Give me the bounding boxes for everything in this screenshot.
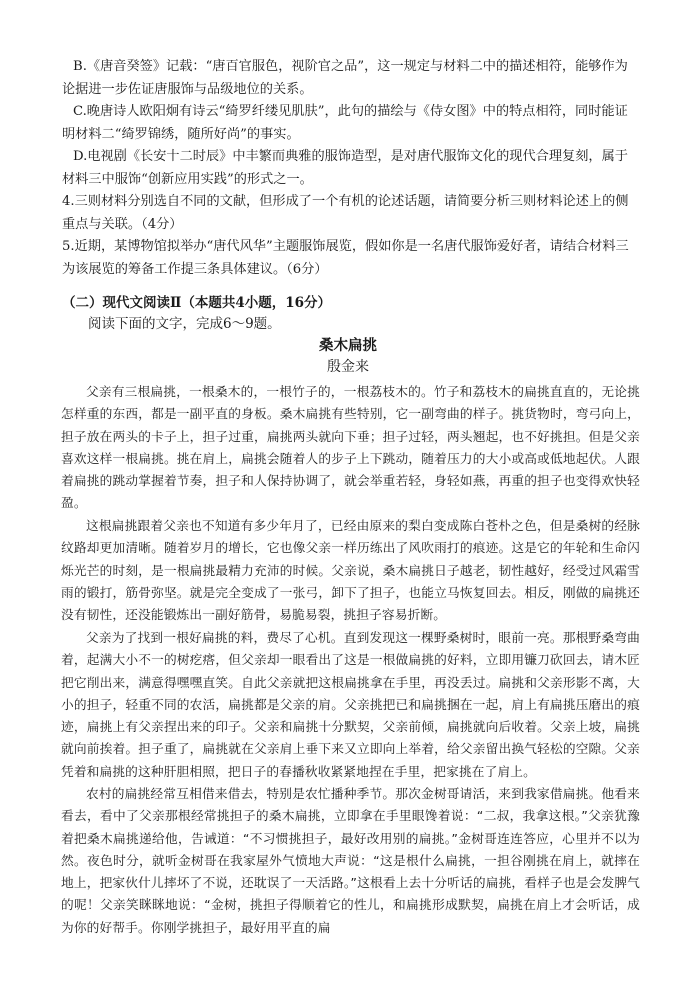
article-paragraph-1: 父亲有三根扁挑，一根桑木的，一根竹子的，一根荔枝木的。竹子和荔枝木的扁挑直直的，无论挑怎样重的东西，都是一副平直的身板。桑木扁挑有些特别，它一副弯曲的样子。挑货物时，弯弓向上，担子放在两头的卡子上，担子过重，扁挑两头就向下垂；担子过轻，两头翘起，也不好挑担。但是父亲喜欢这样一根扁挑。挑在肩上，扁挑会随着人的步子上下跳动，随着压力的大小或高或低地起伏。人跟着扁挑的跳动掌握着节奏，担子和人保持协调了，就会举重若轻，身轻如燕，再重的担子也变得欢快轻盈。 bbox=[61, 384, 640, 511]
option-b: B.《唐音癸签》记载：“唐百官服色，视阶官之品”，这一规定与材料二中的描述相符，能够作为论据进一步佐证唐服饰与品级地位的关系。 bbox=[62, 59, 628, 97]
question-4: 4.三则材料分别选自不同的文献，但形成了一个有机的论述话题，请简要分析三则材料论述上的侧重点与关联。（4分） bbox=[62, 194, 629, 232]
option-c: C.晚唐诗人欧阳炯有诗云“绮罗纤缕见肌肤”，此句的描绘与《侍女图》中的特点相符，同时能证明材料二“绮罗锦绣，随所好尚”的事实。 bbox=[62, 104, 628, 142]
section-heading: （二）现代文阅读Ⅱ（本题共4小题，16分） bbox=[62, 295, 332, 311]
article-author: 殷金来 bbox=[327, 359, 369, 375]
article-paragraph-2: 这根扁挑跟着父亲也不知道有多少年月了，已经由原来的梨白变成陈白苍朴之色，但是桑树的经脉纹路却更加清晰。随着岁月的增长，它也像父亲一样历练出了风吹雨打的痕迹。这是它的年轮和生命闪烁光芒的时刻，是一根扁挑最精力充沛的时候。父亲说，桑木扁挑日子越老，韧性越好，经受过风霜雪雨的锻打，筋骨弥坚。就是完全变成了一张弓，卸下了担子，也能立马恢复回去。相反，刚做的扁挑还没有韧性，还没能锻炼出一副好筋骨，易脆易裂，挑担子容易折断。 bbox=[61, 518, 640, 623]
option-d: D.电视剧《长安十二时辰》中丰繁而典雅的服饰造型，是对唐代服饰文化的现代合理复刻，属于材料三中服饰“创新应用实践”的形式之一。 bbox=[62, 149, 628, 187]
article-paragraph-4: 农村的扁挑经常互相借来借去，特别是农忙播种季节。那次金树哥请活，来到我家借扁挑。他看来看去，看中了父亲那根经常挑担子的桑木扁挑，立即拿在手里眼馋着说：“二叔，我拿这根。”父亲犹豫着把桑木扁挑递给他，告诫道：“不习惯挑担子，最好改用别的扁挑。”金树哥连连答应，心里并不以为然。夜色时分，就听金树哥在我家屋外气愤地大声说：“这是根什么扁挑，一担谷刚挑在肩上，就摔在地上，把家伙什儿摔坏了不说，还耽误了一天活路。”这根看上去十分听话的扁挑，看样子也是会发脾气的呢！父亲笑眯眯地说：“金树，挑担子得顺着它的性儿，和扁挑形成默契，扁挑在肩上才会听话，成为你的好帮手。你刚学挑担子，最好用平直的扁 bbox=[61, 786, 640, 935]
question-5: 5.近期，某博物馆拟举办“唐代风华”主题服饰展览，假如你是一名唐代服饰爱好者，请结合材料三为该展览的筹备工作提三条具体建议。（6分） bbox=[62, 239, 629, 277]
article-paragraph-3: 父亲为了找到一根好扁挑的料，费尽了心机。直到发现这一棵野桑树时，眼前一亮。那根野桑弯曲着，起满大小不一的树疙瘩，但父亲却一眼看出了这是一根做扁挑的好料，立即用镰刀砍回去，请木匠把它削出来，满意得嘿嘿直笑。自此父亲就把这根扁挑拿在手里，再没丢过。扁挑和父亲形影不离，大小的担子，轻重不同的农活，扁挑都是父亲的肩。父亲挑把已和扁挑捆在一起，肩上有扁挑压磨出的痕迹，扁挑上有父亲捏出来的印子。父亲和扁挑十分默契，父亲前倾，扁挑就向后收着。父亲上坡，扁挑就向前挨着。担子重了，扁挑就在父亲肩上垂下来又立即向上举着，给父亲留出换气轻松的空隙。父亲凭着和扁挑的这种肝胆相照，把日子的春播秋收紧紧地捏在手里，把家挑在了肩上。 bbox=[61, 630, 640, 779]
article-title: 桑木扁挑 bbox=[319, 337, 377, 354]
section-instruction: 阅读下面的文字，完成6～9题。 bbox=[88, 316, 281, 332]
